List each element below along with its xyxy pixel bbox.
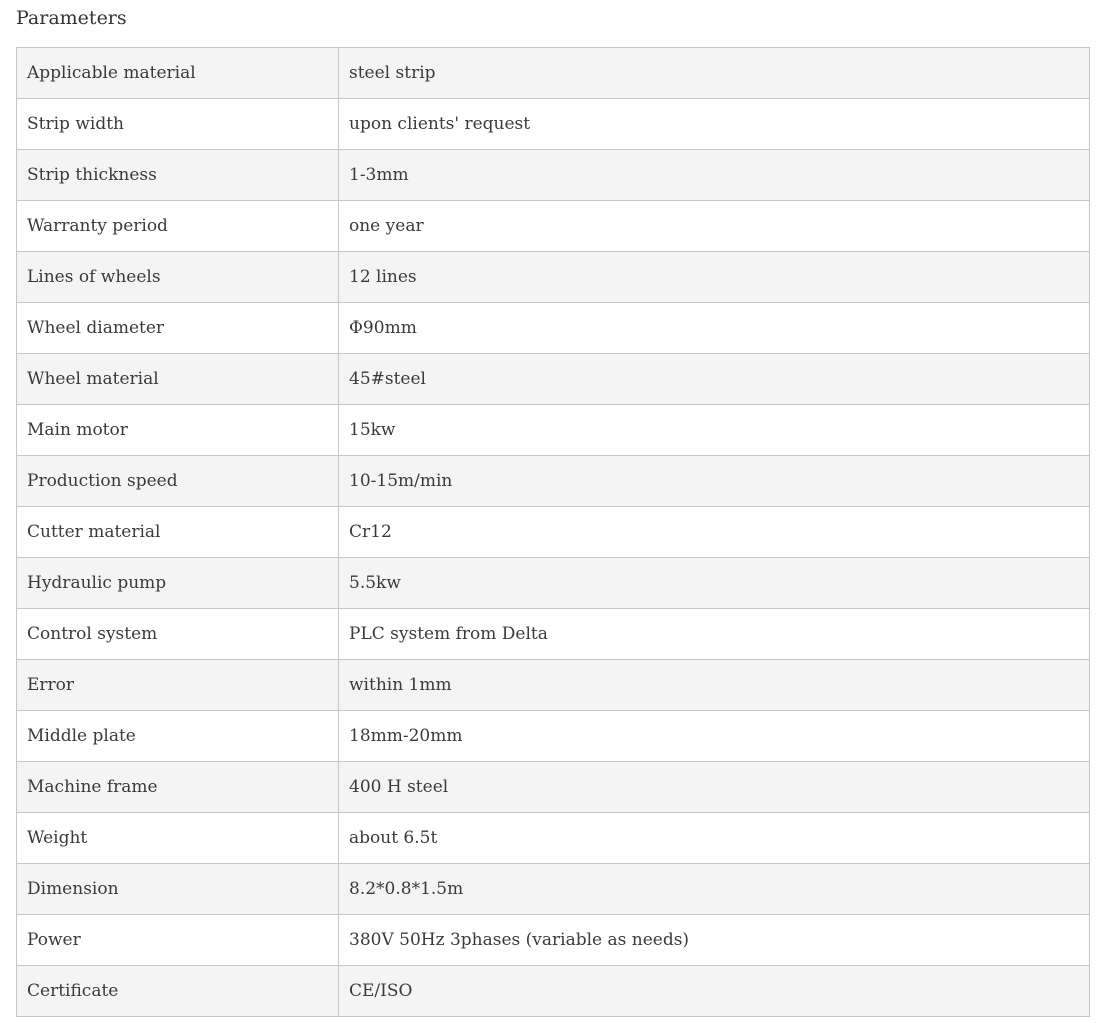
parameters-table [16, 47, 1090, 1017]
table-row [17, 915, 1090, 966]
table-row [17, 456, 1090, 507]
table-row [17, 354, 1090, 405]
parameter-value: PLC system from Delta [339, 609, 1090, 660]
parameter-value: about 6.5t [339, 813, 1090, 864]
table-row [17, 150, 1090, 201]
parameter-value: 5.5kw [339, 558, 1090, 609]
table-row [17, 609, 1090, 660]
parameter-value: 12 lines [339, 252, 1090, 303]
table-row [17, 99, 1090, 150]
parameter-label: Cutter material [17, 507, 339, 558]
parameter-label: Power [17, 915, 339, 966]
parameter-label: Middle plate [17, 711, 339, 762]
parameter-label: Strip thickness [17, 150, 339, 201]
table-row [17, 762, 1090, 813]
section-heading: Parameters [16, 7, 127, 29]
parameter-value: Φ90mm [339, 303, 1090, 354]
parameter-label: Strip width [17, 99, 339, 150]
table-row [17, 405, 1090, 456]
parameter-label: Lines of wheels [17, 252, 339, 303]
parameter-value: 15kw [339, 405, 1090, 456]
parameter-label: Error [17, 660, 339, 711]
parameter-label: Dimension [17, 864, 339, 915]
parameter-label: Certificate [17, 966, 339, 1017]
table-row [17, 711, 1090, 762]
parameter-label: Applicable material [17, 48, 339, 99]
parameter-value: 18mm-20mm [339, 711, 1090, 762]
parameter-label: Machine frame [17, 762, 339, 813]
parameter-value: 1-3mm [339, 150, 1090, 201]
table-row [17, 507, 1090, 558]
parameter-value: 400 H steel [339, 762, 1090, 813]
parameter-value: upon clients' request [339, 99, 1090, 150]
parameter-value: CE/ISO [339, 966, 1090, 1017]
table-row [17, 558, 1090, 609]
table-row [17, 303, 1090, 354]
parameter-label: Wheel diameter [17, 303, 339, 354]
table-row [17, 201, 1090, 252]
parameter-value: steel strip [339, 48, 1090, 99]
parameter-value: 45#steel [339, 354, 1090, 405]
parameter-label: Production speed [17, 456, 339, 507]
parameter-value: within 1mm [339, 660, 1090, 711]
parameter-value: 8.2*0.8*1.5m [339, 864, 1090, 915]
table-row [17, 966, 1090, 1017]
table-row [17, 864, 1090, 915]
parameter-label: Warranty period [17, 201, 339, 252]
parameter-value: 380V 50Hz 3phases (variable as needs) [339, 915, 1090, 966]
table-row [17, 813, 1090, 864]
parameter-label: Control system [17, 609, 339, 660]
parameter-value: Cr12 [339, 507, 1090, 558]
table-row [17, 660, 1090, 711]
parameter-value: 10-15m/min [339, 456, 1090, 507]
parameter-label: Weight [17, 813, 339, 864]
parameters-table-body [17, 48, 1090, 1017]
table-row [17, 48, 1090, 99]
parameter-label: Main motor [17, 405, 339, 456]
table-row [17, 252, 1090, 303]
parameter-label: Wheel material [17, 354, 339, 405]
parameter-label: Hydraulic pump [17, 558, 339, 609]
parameter-value: one year [339, 201, 1090, 252]
